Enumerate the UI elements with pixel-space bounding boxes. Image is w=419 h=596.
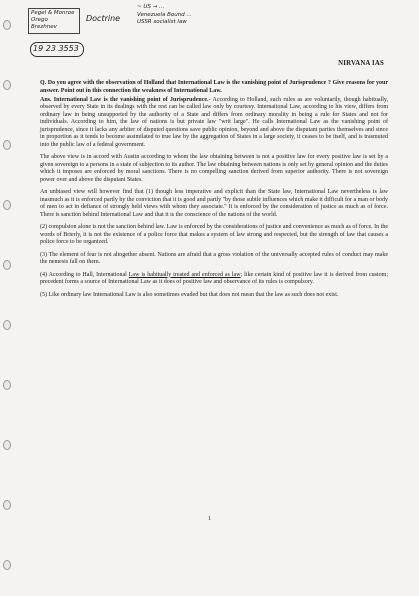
answer-p6-start: (4) According to Hall, International [40,271,129,278]
handwritten-line: Venezuela Bound ... [137,11,192,18]
answer-paragraph-5: (3) The element of fear is not altogether absent. Nations are afraid that a gross violation of the universally accepted rules of conduct may make the nemesis fall on them. [40,251,388,265]
answer-p6-underlined: Law is habitually treated and enforced as law [128,271,241,278]
answer-paragraph-7: (5) Like ordinary law International Law is also sometimes evaded but that does not mean that the law as such does not exist. [40,291,339,298]
handwritten-number: 19 23 3553 [33,44,79,53]
handwritten-line: USSR socialist law [137,19,187,25]
answer-p1-text: - According to Holland, such rules as are voluntarily, though habitually, observed by every State in its dealings with the rest can be called law only by courtesy. International Law, according to his view, differs from ordinary law in being unsupported by the authority of a State and differs from ordinary morality in being a rule for States and not for individuals. According to him, the law of nations is but private law "writ large". He calls International Law as the vanishing point of jurisprudence, since it lacks any arbiter of disputed questions save public opinion, beyond and above the disputant parties themselves and since in proportion as it tends to become assimilated to true law by the aggregation of States in a large society, it ceases to be itself, and is trasmuted into the public law of a federal government. [40,96,388,148]
answer-paragraph-3: An unbiased view will however find that (1) though less imperative and explicit than the State law, International Law nevertheless is law inasmuch as it is enforced partly by the conviction that it is good and partly "by those subtle influences which make it difficult for a man or body of men to act in defiance of strongly held views with whom they associate." It is enforced by the consideration of justice as much as of force. There is sanction behind International Law and that it is the conscience of the nations of the world. [40,189,388,218]
handwritten-line: ~ US → ... [137,4,165,10]
answer-paragraph-4: (2) compulsion alone is not the sanction behind law. Law is enforced by the considerations of justice and convenience as much as of force. In the words of Brierly, it is not the existence of a police force that makes a system of law strong and respected, but the strength of law that causes a police force to be organized. [40,224,389,245]
handwritten-note-box [28,8,80,34]
handwritten-line: Orego [31,17,48,23]
answer-paragraph-2: The above view is in accord with Austin according to whom the law obtaining between is not a positive law for every positive law is set by a given sovereign to a persons in a state of subjection to its author. The law obtaining between nations is only set by general opinion and the duties which it imposes are enforced by moral sanctions. There is no compelling sanction derived from superior authority. There is not sovereign power over and above the disputant States. [40,154,388,183]
binder-holes [2,20,12,590]
answer-paragraph-6 [40,272,388,287]
handwritten-line: Brezhnev [31,24,57,30]
answer-p6-end: ; like certain kind of positive law it is derived from custom; precedent forms a source of International Law as it does of positive law and observance of its rules is compulsory. [40,271,388,285]
handwritten-line: Pegel & Monroe [31,10,75,16]
document-body [40,80,388,304]
page-header-title: NIRVANA IAS [338,60,384,67]
handwritten-doctrine: Doctrine [86,14,121,23]
answer-paragraph-1 [40,97,388,150]
handwritten-note-right [137,4,192,27]
page-number: 1 [208,516,211,522]
question-text: Q. Do you agree with the observation of Holland that International Law is the vanishing point of Jurisprudence ? Give reasons for your answer. Point out in this connection the weakness of International Law. [40,80,388,94]
answer-title: Ans. International Law is the vanishing point of Jurisprudence. [40,96,209,103]
